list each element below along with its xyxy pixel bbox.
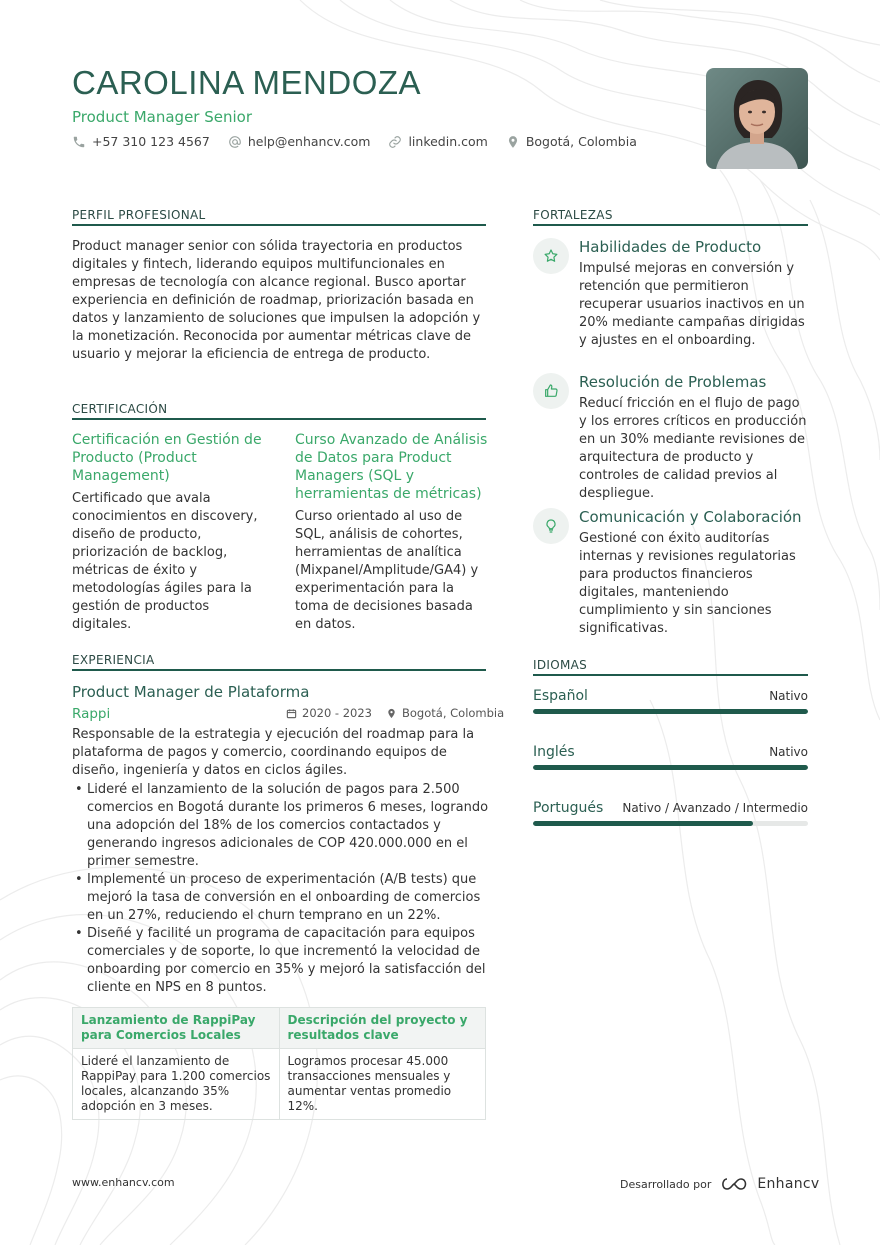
at-icon — [228, 135, 242, 149]
location-pin-icon — [506, 135, 520, 149]
language-bar — [533, 765, 808, 770]
experience-role: Product Manager de Plataforma — [72, 683, 310, 701]
language-level: Nativo / Avanzado / Intermedio — [622, 801, 808, 815]
language-bar — [533, 821, 808, 826]
strength-title: Resolución de Problemas — [579, 373, 767, 391]
contact-location — [506, 134, 637, 149]
language-name: Portugués — [533, 800, 604, 816]
strength-desc: Impulsé mejoras en conversión y retención que permitieron recuperar usuarios inactivos en un 20% mediante campañas dirigidas y ajustes en el onboarding. — [579, 261, 805, 348]
language-level: Nativo — [769, 745, 808, 759]
candidate-name: CAROLINA MENDOZA — [72, 64, 422, 101]
contact-email-text: help@enhancv.com — [247, 134, 371, 149]
avatar — [706, 68, 808, 169]
experience-location-text: Bogotá, Colombia — [402, 706, 505, 720]
certification-item — [72, 431, 267, 634]
section-heading-experience: EXPERIENCIA — [72, 653, 486, 671]
strength-desc: Gestioné con éxito auditorías internas y revisiones regulatorias para productos financieros digitales, manteniendo cumplimiento y sin sanciones significativas. — [579, 531, 796, 636]
contact-email[interactable] — [228, 134, 371, 149]
link-icon — [388, 135, 402, 149]
language-bar-fill — [533, 709, 808, 714]
section-heading-strengths: FORTALEZAS — [533, 208, 808, 226]
star-icon — [543, 248, 559, 264]
experience-dates — [286, 706, 372, 720]
bullet-item: • Implementé un proceso de experimentación (A/B tests) que mejoró la tasa de conversión en el onboarding de comercios en un 27%, reduciendo el churn temprano en un 22%. — [72, 871, 490, 925]
footer-powered — [620, 1176, 820, 1192]
certification-desc: Curso orientado al uso de SQL, análisis de cohortes, herramientas de analítica (Mixpanel/Amplitude/GA4) y experimentación para la toma de decisiones basada en datos. — [295, 509, 479, 632]
project-table-header: Descripción del proyecto y resultados clave — [279, 1008, 486, 1049]
experience-meta — [286, 706, 504, 720]
language-row — [533, 800, 808, 816]
certification-item — [295, 431, 490, 634]
project-table — [72, 1007, 486, 1120]
language-bar — [533, 709, 808, 714]
experience-company: Rappi — [72, 706, 111, 722]
section-heading-summary: PERFIL PROFESIONAL — [72, 208, 486, 226]
calendar-icon — [286, 708, 297, 719]
contact-bar — [72, 134, 637, 149]
section-heading-certification: CERTIFICACIÓN — [72, 402, 486, 420]
certification-title: Curso Avanzado de Análisis de Datos para Product Managers (SQL y herramientas de métricas) — [295, 432, 488, 502]
section-heading-languages: IDIOMAS — [533, 658, 808, 676]
strength-title: Habilidades de Producto — [579, 238, 762, 256]
strength-item — [579, 508, 809, 638]
contact-phone[interactable] — [72, 134, 210, 149]
certification-title: Certificación en Gestión de Producto (Product Management) — [72, 432, 262, 484]
location-pin-icon — [386, 708, 397, 719]
project-table-header: Lanzamiento de RappiPay para Comercios Locales — [73, 1008, 280, 1049]
job-title: Product Manager Senior — [72, 108, 253, 126]
language-name: Español — [533, 688, 588, 704]
bullet-item: • Diseñé y facilité un programa de capacitación para equipos comerciales y de soporte, lo que incrementó la velocidad de onboarding por comercio en 35% y mejoró la satisfacción del cliente en NPS en 8 puntos. — [72, 925, 490, 997]
strength-item — [579, 373, 809, 503]
lightbulb-icon — [543, 518, 559, 534]
bullet-item: • Lideré el lanzamiento de la solución de pagos para 2.500 comercios en Bogotá durante los primeros 6 meses, logrando una adopción del 18% de los comercios contactados y generando ingresos adicionales de COP 420.000.000 en el primer semestre. — [72, 781, 490, 871]
certification-desc: Certificado que avala conocimientos en discovery, diseño de producto, priorización de backlog, métricas de éxito y metodologías ágiles para la gestión de productos digitales. — [72, 491, 258, 632]
language-level: Nativo — [769, 689, 808, 703]
phone-icon — [72, 135, 86, 149]
language-row — [533, 744, 808, 760]
strength-icon-wrap — [533, 508, 569, 544]
contact-phone-text: +57 310 123 4567 — [92, 134, 210, 149]
experience-dates-text: 2020 - 2023 — [302, 706, 372, 720]
strength-icon-wrap — [533, 373, 569, 409]
thumbs-up-icon — [543, 383, 559, 399]
language-bar-fill — [533, 765, 808, 770]
footer-site-link[interactable]: www.enhancv.com — [72, 1176, 175, 1189]
contact-linkedin-text: linkedin.com — [408, 134, 488, 149]
strength-icon-wrap — [533, 238, 569, 274]
strength-item — [579, 238, 809, 350]
strength-desc: Reducí fricción en el flujo de pago y los errores críticos en producción en un 30% mediante revisiones de arquitectura de producto y controles de calidad previos al despliegue. — [579, 396, 807, 501]
language-bar-fill — [533, 821, 753, 826]
strength-title: Comunicación y Colaboración — [579, 508, 802, 526]
experience-location — [386, 706, 504, 720]
language-name: Inglés — [533, 744, 575, 760]
project-table-cell: Lideré el lanzamiento de RappiPay para 1.200 comercios locales, alcanzando 35% adopción en 3 meses. — [73, 1049, 280, 1120]
contact-linkedin[interactable] — [388, 134, 487, 149]
footer-powered-text: Desarrollado por — [620, 1177, 712, 1191]
language-row — [533, 688, 808, 704]
experience-bullets — [72, 781, 490, 997]
enhancv-logo-icon — [719, 1176, 749, 1192]
profile-photo — [706, 68, 808, 169]
experience-description: Responsable de la estrategia y ejecución del roadmap para la plataforma de pagos y comercio, coordinando equipos de diseño, ingeniería y datos en ciclos ágiles. — [72, 727, 475, 778]
footer-brand[interactable]: Enhancv — [757, 1176, 820, 1192]
summary-text: Product manager senior con sólida trayectoria en productos digitales y fintech, liderando equipos multifuncionales en empresas de tecnología con alcance regional. Busco aportar experiencia en definición de roadmap, priorización basada en datos y lanzamiento de soluciones que impulsen la adopción y la monetización. Reconocida por aumentar métricas clave de usuario y mejorar la eficiencia de entrega de producto. — [72, 239, 481, 362]
project-table-cell: Logramos procesar 45.000 transacciones mensuales y aumentar ventas promedio 12%. — [279, 1049, 486, 1120]
contact-location-text: Bogotá, Colombia — [525, 134, 637, 149]
